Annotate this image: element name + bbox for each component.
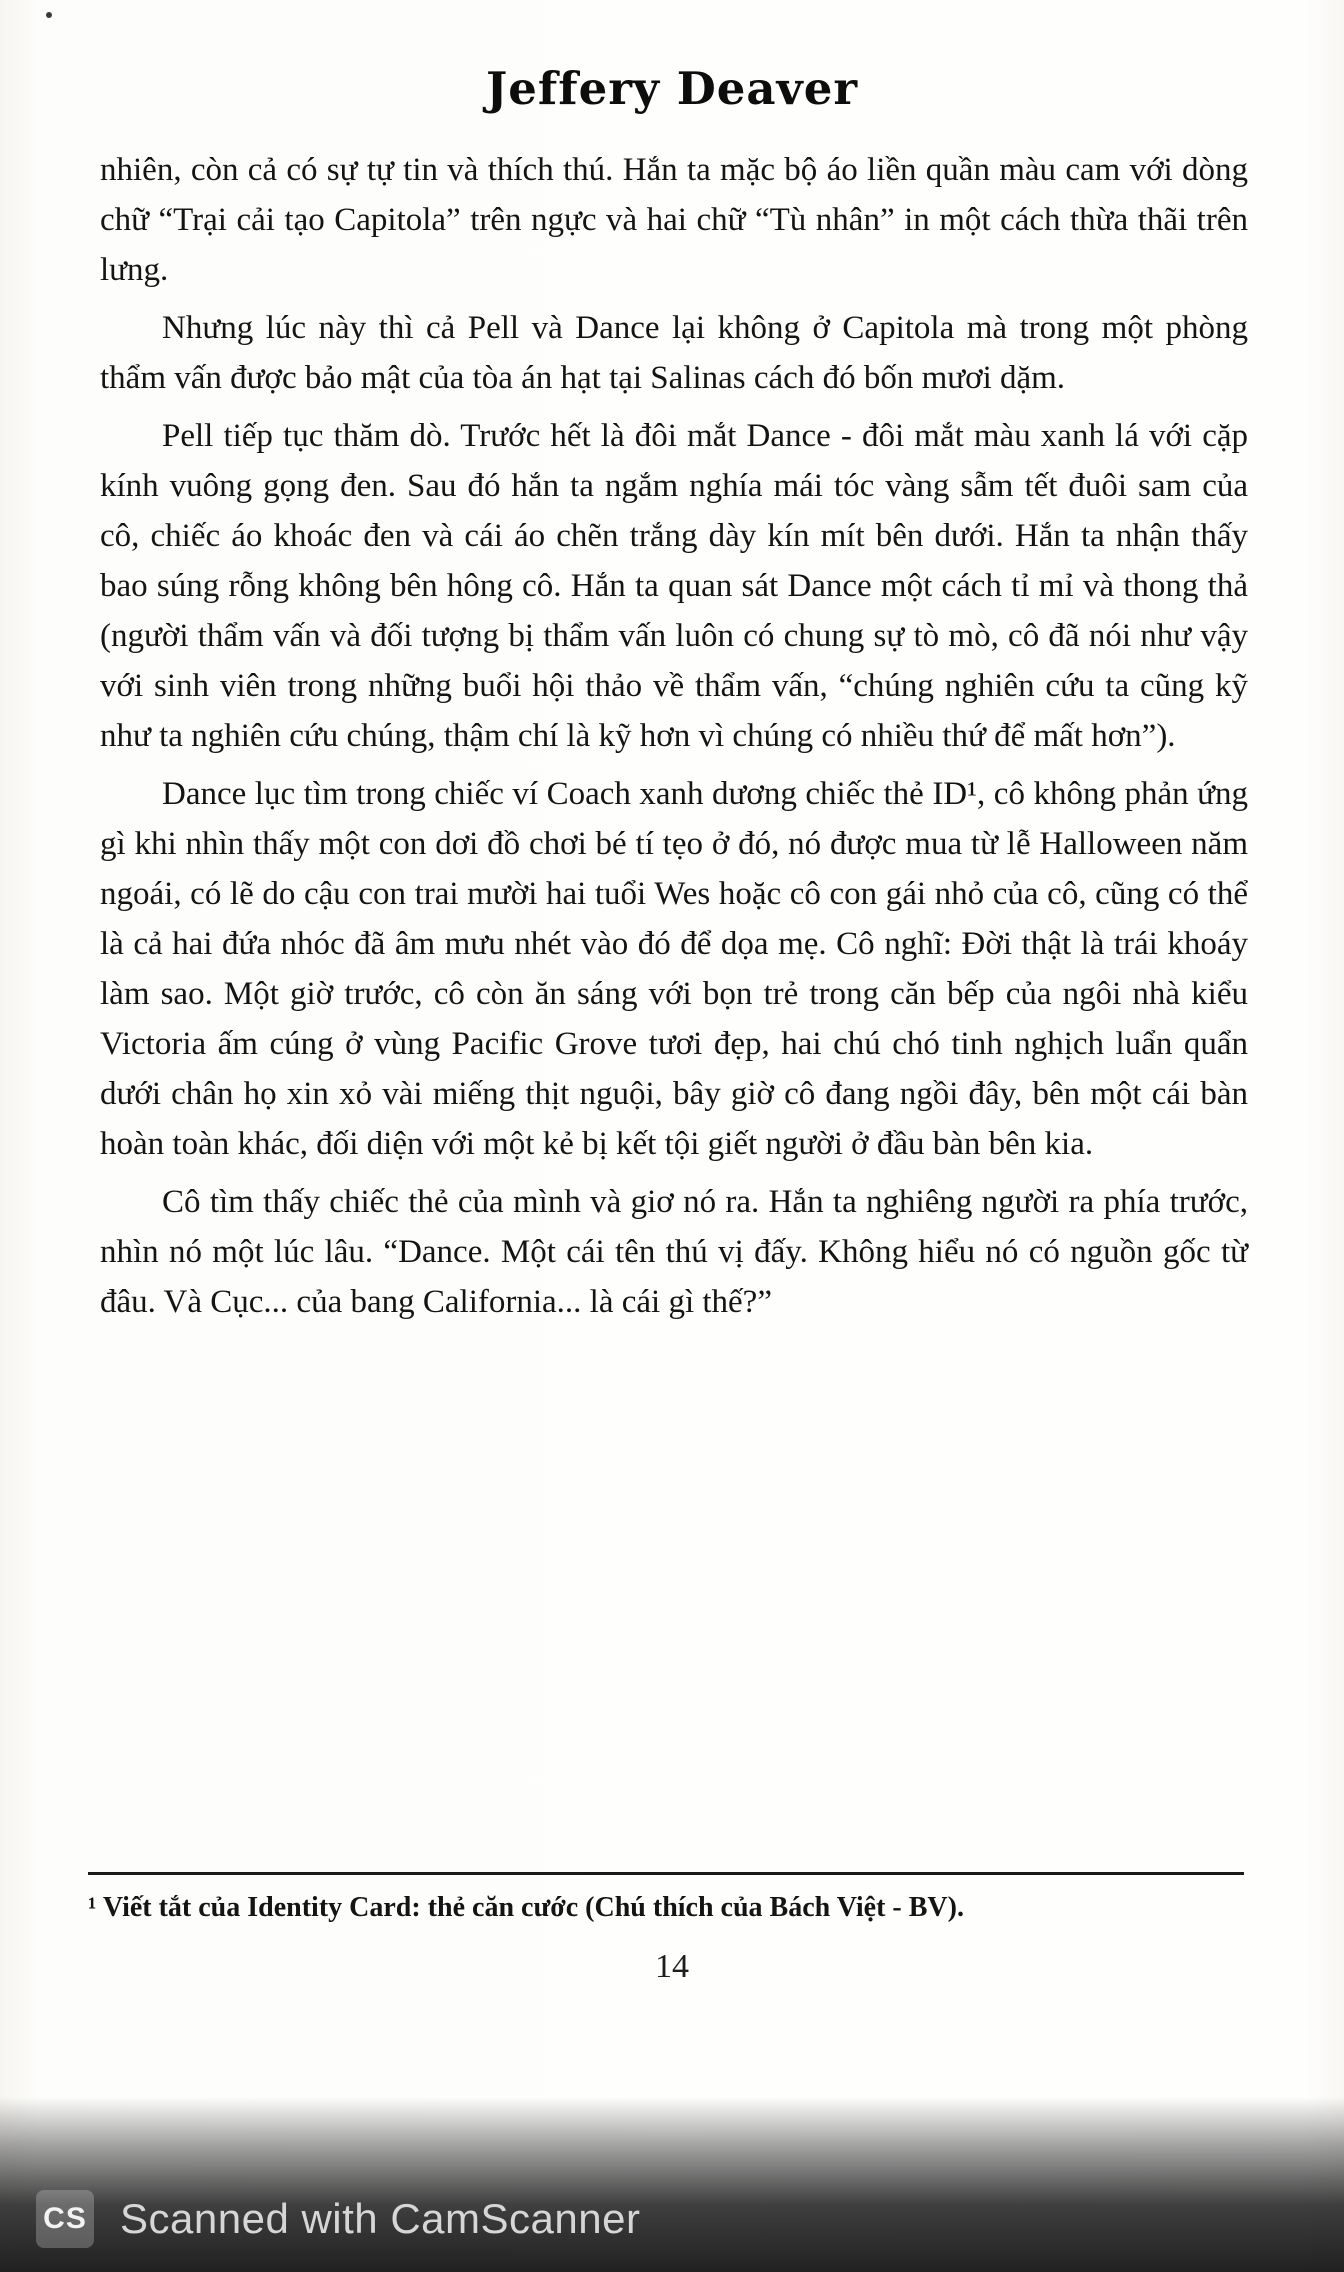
camscanner-logo-icon: CS <box>36 2190 94 2248</box>
page-number: 14 <box>655 1948 689 1985</box>
camscanner-row <box>36 2190 640 2248</box>
scan-artifact-dot <box>46 12 52 18</box>
footnote-divider <box>88 1872 1244 1875</box>
paragraph: Nhưng lúc này thì cả Pell và Dance lại không ở Capitola mà trong một phòng thẩm vấn được bảo mật của tòa án hạt tại Salinas cách đó bốn mươi dặm. <box>100 310 1248 396</box>
camscanner-label: Scanned with CamScanner <box>120 2195 641 2242</box>
page-body-text <box>100 145 1248 1327</box>
paragraph: Pell tiếp tục thăm dò. Trước hết là đôi mắt Dance - đôi mắt màu xanh lá với cặp kính vuông gọng đen. Sau đó hắn ta ngắm nghía mái tóc vàng sẫm tết đuôi sam của cô, chiếc áo khoác đen và cái áo chẽn trắng dày kín mít bên dưới. Hắn ta nhận thấy bao súng rỗng không bên hông cô. Hắn ta quan sát Dance một cách tỉ mỉ và thong thả (người thẩm vấn và đối tượng bị thẩm vấn luôn có chung sự tò mò, cô đã nói như vậy với sinh viên trong những buổi hội thảo về thẩm vấn, “chúng nghiên cứu ta cũng kỹ như ta nghiên cứu chúng, thậm chí là kỹ hơn vì chúng có nhiều thứ để mất hơn”). <box>100 418 1248 754</box>
paragraph: Dance lục tìm trong chiếc ví Coach xanh dương chiếc thẻ ID¹, cô không phản ứng gì khi nhìn thấy một con dơi đồ chơi bé tí tẹo ở đó, nó được mua từ lễ Halloween năm ngoái, có lẽ do cậu con trai mười hai tuổi Wes hoặc cô con gái nhỏ của cô, cũng có thể là cả hai đứa nhóc đã âm mưu nhét vào đó để dọa mẹ. Cô nghĩ: Đời thật là trái khoáy làm sao. Một giờ trước, cô còn ăn sáng với bọn trẻ trong căn bếp của ngôi nhà kiểu Victoria ấm cúng ở vùng Pacific Grove tươi đẹp, hai chú chó tinh nghịch luẩn quẩn dưới chân họ xin xỏ vài miếng thịt nguội, bây giờ cô đang ngồi đây, bên một cái bàn hoàn toàn khác, đối diện với một kẻ bị kết tội giết người ở đầu bàn bên kia. <box>100 776 1248 1162</box>
footnote: ¹ Viết tắt của Identity Card: thẻ căn cước (Chú thích của Bách Việt - BV). <box>88 1892 964 1923</box>
paragraph: Cô tìm thấy chiếc thẻ của mình và giơ nó ra. Hắn ta nghiêng người ra phía trước, nhìn nó một lúc lâu. “Dance. Một cái tên thú vị đấy. Không hiểu nó có nguồn gốc từ đâu. Và Cục... của bang California... là cái gì thế?” <box>100 1184 1248 1320</box>
footnote-block <box>88 1872 1244 1927</box>
book-author-header: Jeffery Deaver <box>485 62 859 115</box>
camscanner-watermark-bar <box>0 2097 1344 2272</box>
paragraph: nhiên, còn cả có sự tự tin và thích thú. Hắn ta mặc bộ áo liền quần màu cam với dòng chữ “Trại cải tạo Capitola” trên ngực và hai chữ “Tù nhân” in một cách thừa thãi trên lưng. <box>100 152 1248 288</box>
